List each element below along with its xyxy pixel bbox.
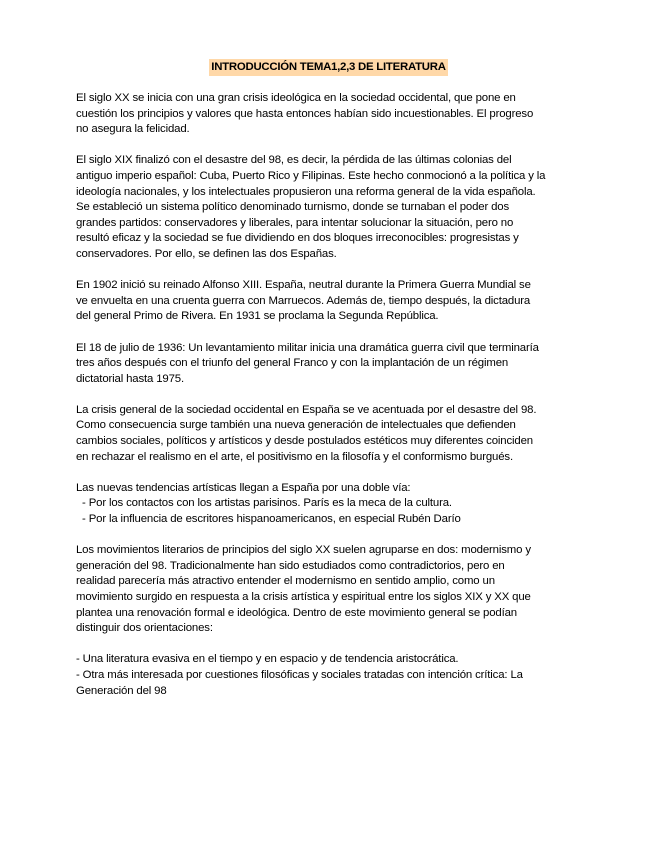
- orientations-list: [76, 652, 581, 699]
- influences-intro: Las nuevas tendencias artísticas llegan a España por una doble vía:: [76, 481, 411, 494]
- list-item: - Por los contactos con los artistas parisinos. París es la meca de la cultura.: [76, 497, 452, 510]
- list-item: - Una literatura evasiva en el tiempo y en espacio y de tendencia aristocrática.: [76, 653, 459, 666]
- list-item: - Otra más interesada por cuestiones filosóficas y sociales tratadas con intención crítica: La Generación del 98: [76, 668, 523, 697]
- paragraph-guerra-civil: El 18 de julio de 1936: Un levantamiento militar inicia una dramática guerra civil que terminaría tres años después con el triunfo del general Franco y con la implantación de un régimen dictatorial hasta 1975.: [76, 341, 539, 385]
- paragraph-desastre-98: El siglo XIX finalizó con el desastre del 98, es decir, la pérdida de las últimas colonias del antiguo imperio español: Cuba, Puerto Rico y Filipinas. Este hecho conmocionó a la política y la ideología nacionales, y los intelectuales propusieron una reforma general de la vida española. Se estableció un sistema político denominado turnismo, donde se turnaban el poder dos grandes partidos: conservadores y liberales, para intentar solucionar la situación, pero no resultó eficaz y la sociedad se fue dividiendo en dos bloques irreconocibles: progresistas y conservadores. Por ello, se definen las dos Españas.: [76, 154, 546, 260]
- paragraph-crisis: El siglo XX se inicia con una gran crisis ideológica en la sociedad occidental, que pone en cuestión los principios y valores que hasta entonces habían sido incuestionables. El progreso no asegura la felicidad.: [76, 92, 534, 136]
- paragraph-movimientos: Los movimientos literarios de principios del siglo XX suelen agruparse en dos: modernismo y generación del 98. Tradicionalmente han sido estudiados como contradictorios, pero en realidad parecería más atractivo entender el modernismo en sentido amplio, como un movimiento surgido en respuesta a la crisis artística y espiritual entre los siglos XIX y XX que plantea una renovación formal e ideológica. Dentro de este movimiento general se podían distinguir dos orientaciones:: [76, 544, 531, 635]
- document-title: INTRODUCCIÓN TEMA1,2,3 DE LITERATURA: [209, 59, 447, 76]
- list-item: - Por la influencia de escritores hispanoamericanos, en especial Rubén Darío: [76, 513, 461, 526]
- influences-list: [76, 496, 581, 527]
- paragraph-crisis-general: La crisis general de la sociedad occidental en España se ve acentuada por el desastre del 98. Como consecuencia surge también una nueva generación de intelectuales que defienden cambios sociales, políticos y artísticos y desde postulados estéticos muy diferentes coinciden en rechazar el realismo en el arte, el positivismo en la filosofía y el conformismo burgués.: [76, 403, 537, 463]
- document-page: [76, 59, 581, 699]
- paragraph-alfonso-xiii: En 1902 inició su reinado Alfonso XIII. España, neutral durante la Primera Guerra Mundial se ve envuelta en una cruenta guerra con Marruecos. Además de, tiempo después, la dictadura del general Primo de Rivera. En 1931 se proclama la Segunda República.: [76, 279, 531, 323]
- title-block: [76, 59, 581, 76]
